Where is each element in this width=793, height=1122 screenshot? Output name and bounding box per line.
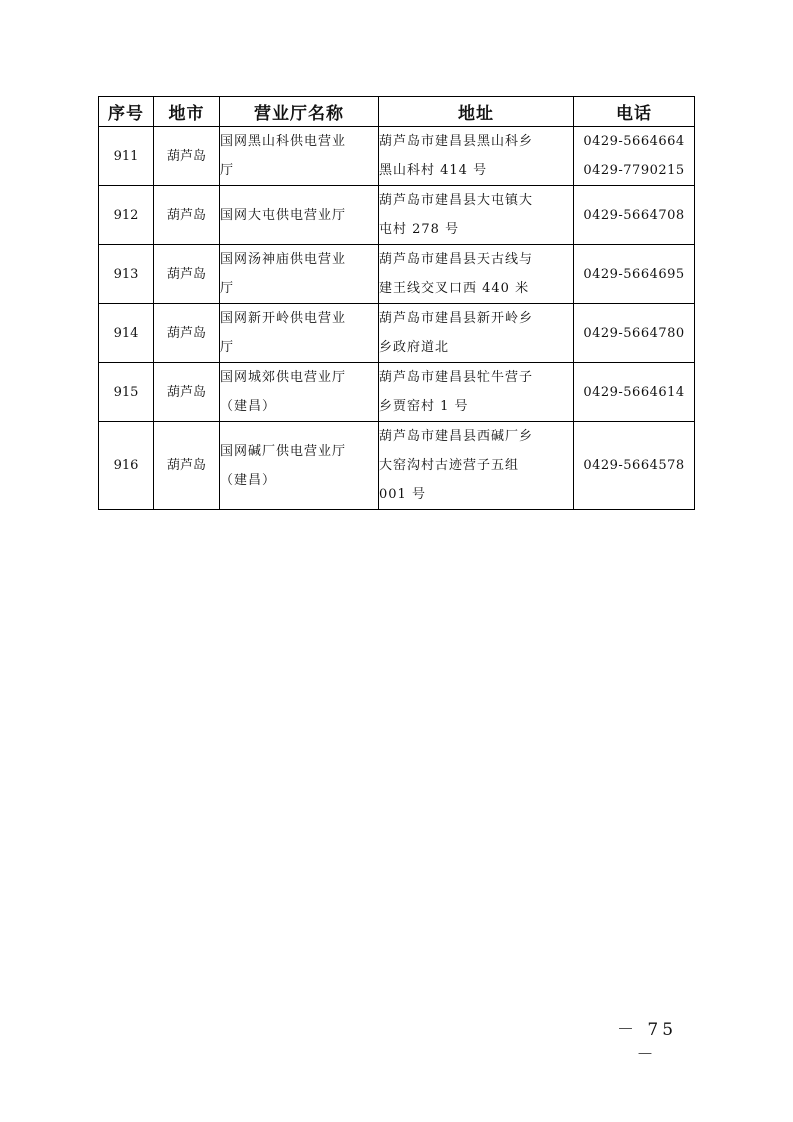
phone-cell: [574, 245, 695, 304]
city-cell: 葫芦岛: [154, 127, 220, 186]
serial-cell: 915: [99, 363, 154, 422]
header-hall-name: 营业厅名称: [220, 97, 379, 127]
phone-number: 0429-5664578: [583, 458, 685, 473]
city-cell: 葫芦岛: [154, 422, 220, 510]
phone-number: 0429-5664708: [583, 207, 685, 223]
address-cell: [379, 245, 574, 304]
header-city: 地市: [154, 97, 220, 127]
hall-name-line: 厅: [220, 163, 235, 178]
address-line: 葫芦岛市建昌县牤牛营子: [379, 370, 534, 385]
table-row: [99, 127, 695, 186]
hall-name-line: （建昌）: [220, 472, 277, 488]
hall-name-line: 国网碱厂供电营业厅: [220, 443, 347, 459]
table-row: [99, 304, 695, 363]
address-line: 葫芦岛市建昌县新开岭乡: [379, 311, 534, 326]
address-line: 乡政府道北: [379, 340, 450, 355]
hall-name-cell: [220, 363, 379, 422]
hall-name-line: （建昌）: [220, 399, 277, 414]
hall-name-line: 国网城郊供电营业厅: [220, 370, 347, 385]
city-cell: 葫芦岛: [154, 186, 220, 245]
address-line: 大窑沟村古迹营子五组: [379, 458, 520, 473]
address-cell: [379, 363, 574, 422]
address-line: 建王线交叉口西 440 米: [379, 281, 530, 296]
serial-cell: 913: [99, 245, 154, 304]
hall-name-line: 国网汤神庙供电营业: [220, 252, 347, 267]
address-line: 001 号: [379, 487, 426, 502]
serial-cell: 916: [99, 422, 154, 510]
phone-cell: [574, 186, 695, 245]
page-number: － 75 －: [616, 1020, 678, 1065]
header-serial: 序号: [99, 97, 154, 127]
phone-cell: [574, 127, 695, 186]
serial-cell: 911: [99, 127, 154, 186]
address-cell: [379, 186, 574, 245]
address-line: 乡贾窑村 1 号: [379, 399, 469, 414]
phone-number: 0429-7790215: [583, 163, 685, 178]
table-row: [99, 363, 695, 422]
address-cell: [379, 304, 574, 363]
address-line: 葫芦岛市建昌县大屯镇大: [379, 193, 534, 208]
table-row: [99, 245, 695, 304]
table-header-row: [99, 97, 695, 127]
table-body: [99, 127, 695, 510]
serial-cell: 912: [99, 186, 154, 245]
address-line: 黑山科村 414 号: [379, 163, 488, 178]
hall-name-line: 厅: [220, 340, 235, 355]
hall-name-cell: [220, 304, 379, 363]
service-hall-table: [98, 96, 695, 510]
hall-name-line: 厅: [220, 281, 235, 296]
table-row: [99, 186, 695, 245]
address-line: 屯村 278 号: [379, 222, 460, 237]
phone-number: 0429-5664614: [583, 384, 685, 400]
city-cell: 葫芦岛: [154, 245, 220, 304]
hall-name-line: 国网大屯供电营业厅: [220, 207, 347, 223]
address-line: 葫芦岛市建昌县天古线与: [379, 252, 534, 267]
phone-cell: [574, 363, 695, 422]
phone-cell: [574, 422, 695, 510]
table-row: [99, 422, 695, 510]
city-cell: 葫芦岛: [154, 363, 220, 422]
phone-cell: [574, 304, 695, 363]
city-cell: 葫芦岛: [154, 304, 220, 363]
hall-name-cell: [220, 422, 379, 510]
header-phone: 电话: [574, 97, 695, 127]
address-line: 葫芦岛市建昌县西碱厂乡: [379, 429, 534, 444]
phone-number: 0429-5664695: [583, 266, 685, 282]
hall-name-line: 国网黑山科供电营业: [220, 134, 347, 149]
phone-number: 0429-5664780: [583, 325, 685, 341]
address-cell: [379, 127, 574, 186]
address-line: 葫芦岛市建昌县黑山科乡: [379, 134, 534, 149]
hall-name-cell: [220, 186, 379, 245]
serial-cell: 914: [99, 304, 154, 363]
hall-name-cell: [220, 245, 379, 304]
address-cell: [379, 422, 574, 510]
hall-name-line: 国网新开岭供电营业: [220, 311, 347, 326]
hall-name-cell: [220, 127, 379, 186]
header-address: 地址: [379, 97, 574, 127]
phone-number: 0429-5664664: [583, 134, 685, 149]
